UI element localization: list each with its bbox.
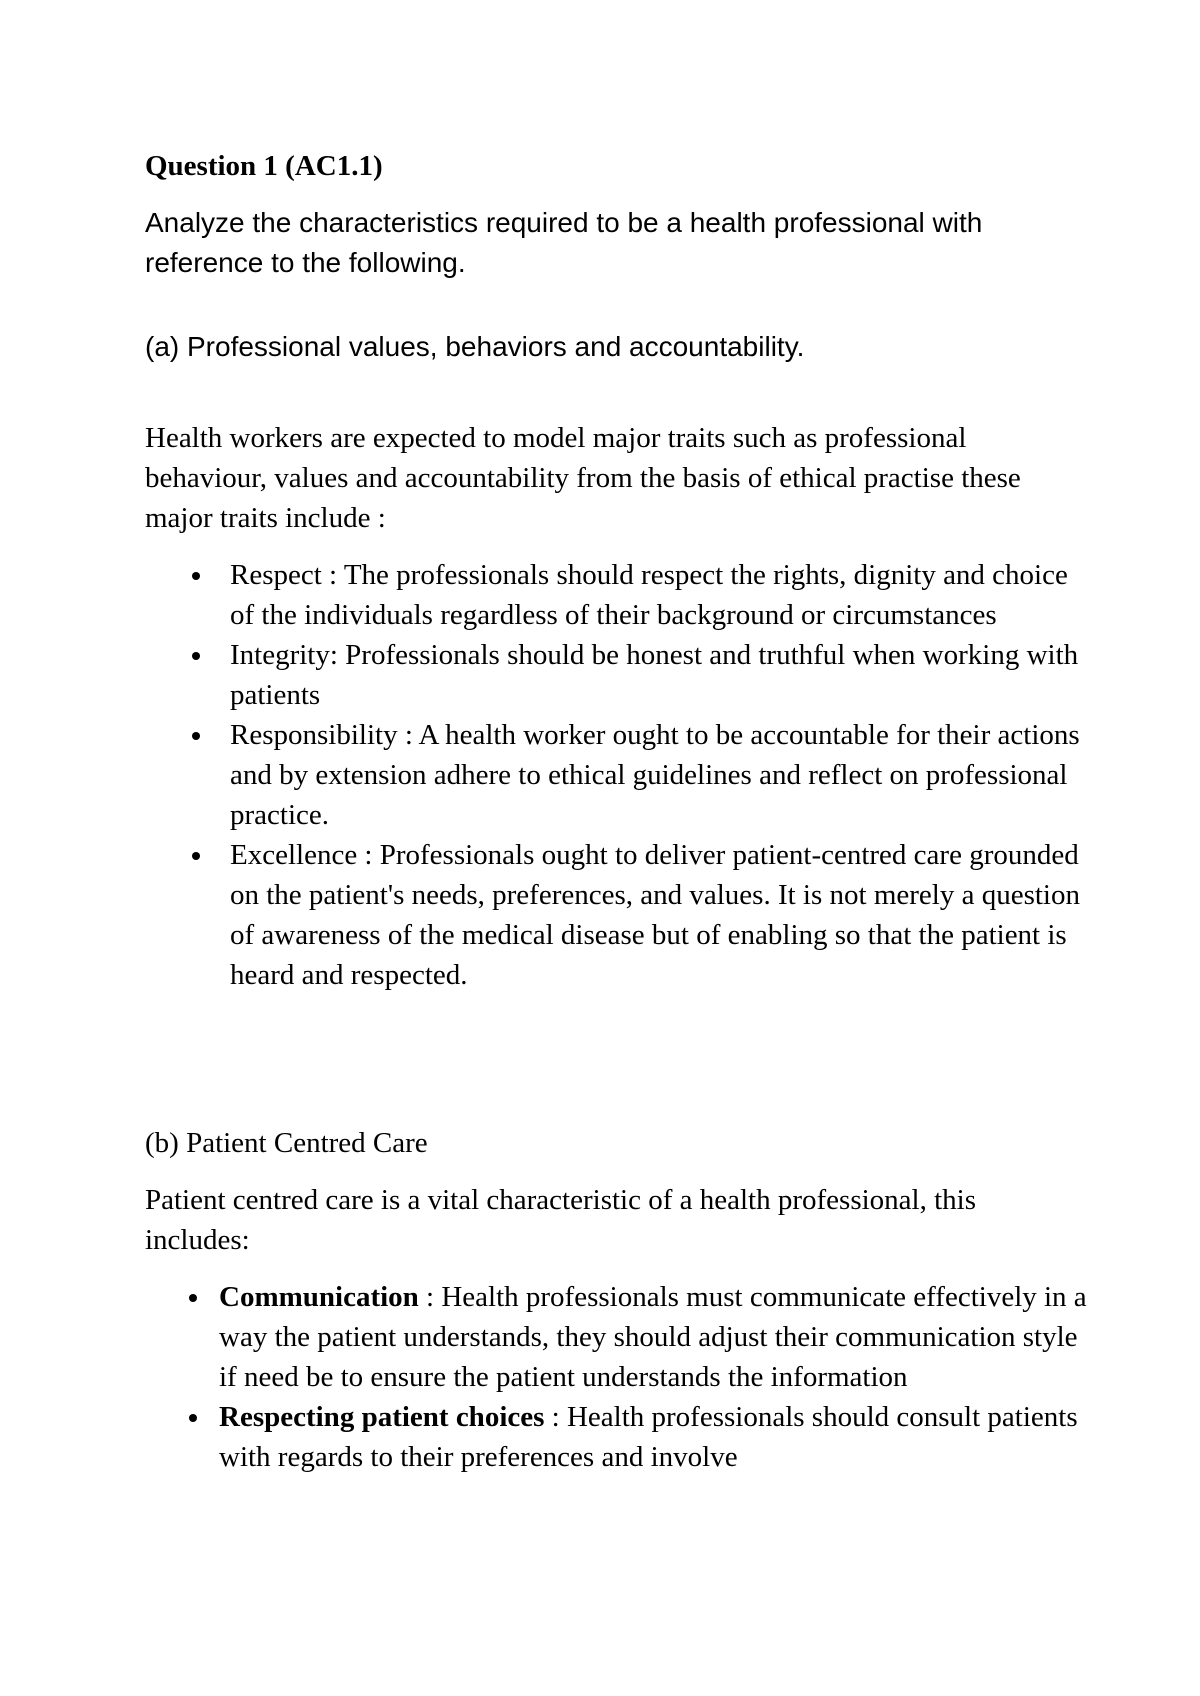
list-item-text: Respect : The professionals should respect the rights, dignity and choice of the individuals regardless of their background or circumstances — [230, 559, 1068, 631]
list-item-text: : Health professionals should consult patients with regards to their preferences and involve — [219, 1401, 1078, 1473]
list-item — [219, 1397, 1089, 1477]
list-item-text: : Health professionals must communicate effectively in a way the patient understands, they should adjust their communication style if need be to ensure the patient understands the information — [219, 1281, 1087, 1393]
section-b-heading: (b) Patient Centred Care — [145, 1127, 428, 1159]
bullet-icon — [189, 1414, 197, 1422]
list-item — [230, 635, 1080, 715]
question-prompt: Analyze the characteristics required to be a health professional with reference to the following. — [145, 207, 983, 278]
list-item — [219, 1277, 1089, 1397]
question-title: Question 1 (AC1.1) — [145, 150, 383, 182]
list-item-text: Integrity: Professionals should be honest and truthful when working with patients — [230, 639, 1079, 711]
bullet-icon — [192, 732, 200, 740]
bullet-icon — [189, 1294, 197, 1302]
list-item-text: Responsibility : A health worker ought to be accountable for their actions and by extension adhere to ethical guidelines and reflect on professional practice. — [230, 719, 1080, 831]
section-a-list — [230, 555, 1080, 995]
section-a-heading: (a) Professional values, behaviors and accountability. — [145, 331, 805, 362]
section-b-intro: Patient centred care is a vital characteristic of a health professional, this includes: — [145, 1184, 976, 1256]
list-item — [230, 835, 1080, 995]
list-item-term: Respecting patient choices — [219, 1401, 545, 1433]
section-b-list — [219, 1277, 1089, 1477]
list-item — [230, 715, 1080, 835]
list-item-term: Communication — [219, 1281, 419, 1313]
bullet-icon — [192, 652, 200, 660]
list-item-text: Excellence : Professionals ought to deliver patient-centred care grounded on the patient's needs, preferences, and values. It is not merely a question of awareness of the medical disease but of enabling so that the patient is heard and respected. — [230, 839, 1080, 991]
bullet-icon — [192, 852, 200, 860]
list-item — [230, 555, 1080, 635]
bullet-icon — [192, 572, 200, 580]
section-a-intro: Health workers are expected to model major traits such as professional behaviour, values and accountability from the basis of ethical practise these major traits include : — [145, 422, 1021, 534]
